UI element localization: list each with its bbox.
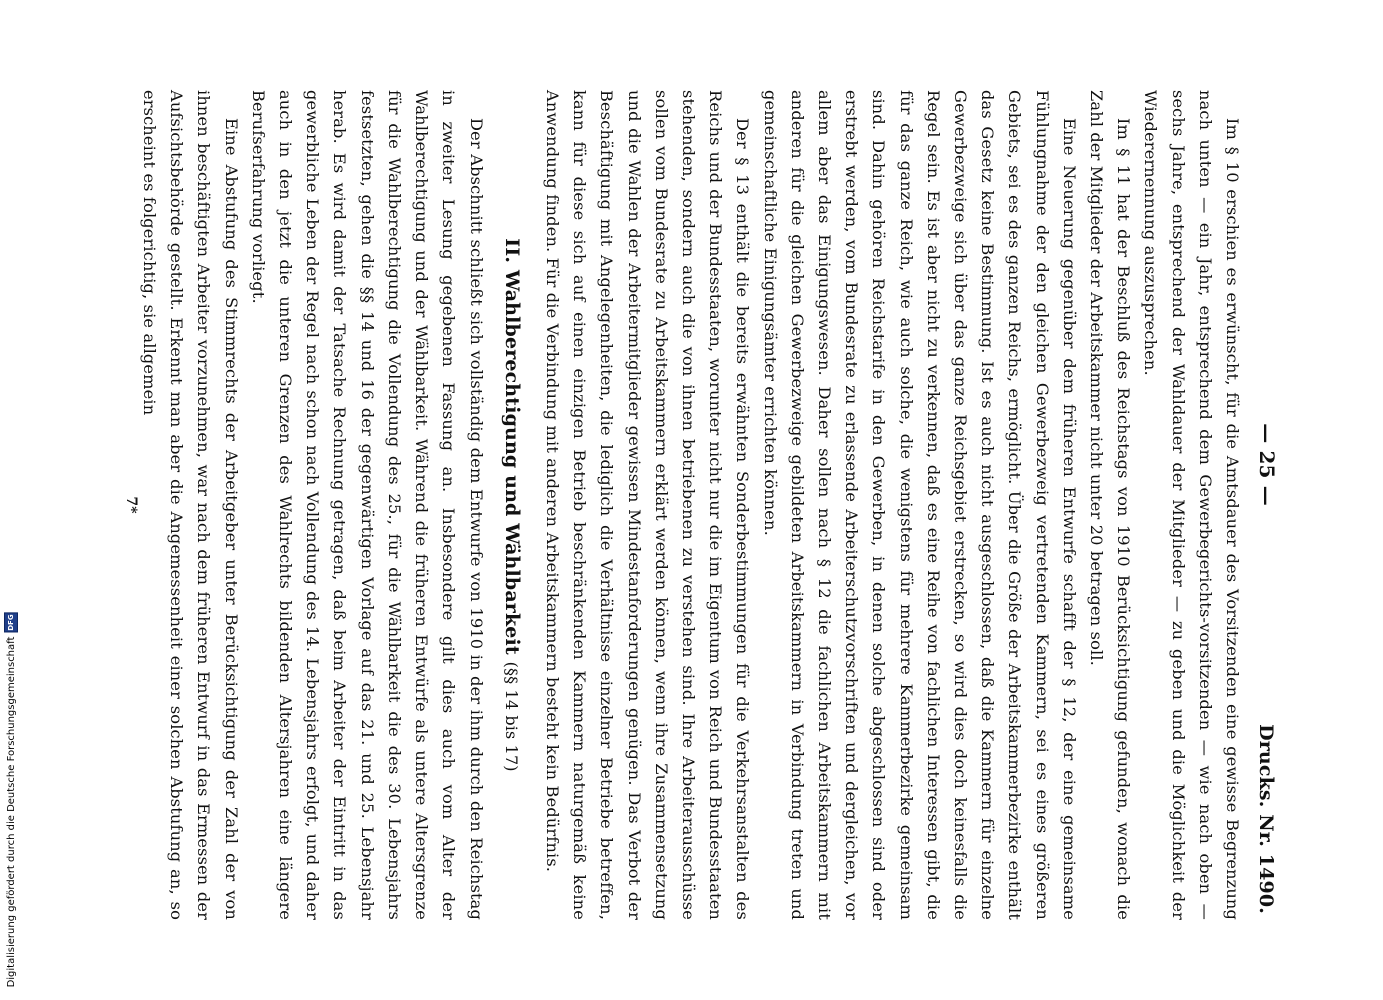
scanned-page	[122, 90, 1280, 920]
paragraph: Eine Abstufung des Stimmrechts der Arbeitgeber unter Berücksichtigung der Zahl der von ihnen beschäftigten Arbeiter vorzunehmen, war nach dem früheren Entwurf in das Ermessen der Aufsichtsbehörde gestellt. Erkennt man aber die Angemessenheit einer solchen Abstufung an, so erscheint es folgerichtig, sie allgemein	[140, 90, 241, 920]
paragraph: Der Abschnitt schließt sich vollständig dem Entwurfe von 1910 in der ihm durch den Reichstag in zweiter Lesung gegebenen Fassung an. Insbesondere gilt dies auch vom Alter der Wahlberechtigung und der Wählbarkeit. Während die früheren Entwürfe als untere Altersgrenze für die Wahlberechtigung die Vollendung des 25., für die Wählbarkeit die des 30. Lebensjahrs festsetzten, gehen die §§ 14 und 16 der gegenwärtigen Vorlage auf das 21. und 25. Lebensjahr herab. Es wird damit der Tatsache Rechnung getragen, daß beim Arbeiter der Eintritt in das gewerbliche Leben der Regel nach schon nach Vollendung des 14. Lebensjahrs erfolgt, und daher auch in den jetzt die unteren Grenzen des Wahlrechts bildenden Altersjahren eine längere Berufserfahrung vorliegt.	[248, 90, 486, 920]
scanned-page-area	[122, 90, 1280, 920]
section-reference: (§§ 14 bis 17)	[501, 661, 521, 772]
paragraph: Eine Neuerung gegenüber dem früheren Entwurfe schafft der § 12, der eine gemeinsame Fühlungnahme der den gleichen Gewerbezweig vertretenden Kammern, sei es eines größeren Gebiets, sei es des ganzen Reichs, ermöglicht. Über die Größe der Arbeitskammerbezirke enthält das Gesetz keine Bestimmung. Ist es auch nicht ausgeschlossen, daß die Kammern für einzelne Gewerbezweige sich über das ganze Reichsgebiet erstrecken, so wird dies doch keinesfalls die Regel sein. Es ist aber nicht zu verkennen, daß es eine Reihe von fachlichen Interessen gibt, die für das ganze Reich, wie auch solche, die wenigstens für mehrere Kammerbezirke gemeinsam sind. Dahin gehören Reichstarife in den Gewerben, in denen solche abgeschlossen sind oder erstrebt werden, vom Bundesrate zu erlassende Arbeiterschutzvorschriften und dergleichen, vor allem aber das Einigungswesen. Daher sollen nach § 12 die fachlichen Arbeitskammern mit anderen für die gleichen Gewerbezweige gebildeten Arbeitskammern in Verbindung treten und gemeinschaftliche Einigungsämter errichten können.	[760, 90, 1079, 920]
paragraph: Im § 10 erschien es erwünscht, für die Amtsdauer des Vorsitzenden eine gewisse Begrenzung nach unten — ein Jahr, entsprechend dem Gewerbegerichts-vorsitzenden — wie nach oben — sechs Jahre, entsprechend der Wahldauer der Mitglieder — zu geben und die Möglichkeit der Wiederernennung auszusprechen.	[1141, 90, 1242, 920]
print-number: Drucks. Nr. 1490.	[1255, 724, 1277, 914]
credit-line	[4, 613, 18, 988]
paragraph: Im § 11 hat der Beschluß des Reichstags von 1910 Berücksichtigung gefunden, wonach die Zahl der Mitglieder der Arbeitskammer nicht unter 20 betragen soll.	[1086, 90, 1134, 920]
section-title: II. Wahlberechtigung und Wählbarkeit	[500, 238, 523, 655]
credit-text: Digitalisierung gefördert durch die Deutsche Forschungsgemeinschaft	[5, 636, 17, 988]
dfg-logo: DFG	[4, 613, 18, 633]
paragraph: Der § 13 enthält die bereits erwähnten Sonderbestimmungen für die Verkehrsanstalten des Reichs und der Bundesstaaten, worunter nicht nur die im Eigentum von Reich und Bundesstaaten stehenden, sondern auch die von ihnen betriebenen zu verstehen sind. Ihre Arbeiterausschüsse sollen vom Bundesrate zu Arbeitskammern erklärt werden können, wenn ihre Zusammensetzung und die Wahlen der Arbeitermitglieder gewissen Mindestanforderungen genügen. Das Verbot der Beschäftigung mit Angelegenheiten, die lediglich die Verhältnisse einzelner Betriebe betreffen, kann für diese sich auf einen einzigen Betrieb beschränkenden Kammern naturgemäß keine Anwendung finden. Für die Verbindung mit anderen Arbeitskammern besteht kein Bedürfnis.	[542, 90, 753, 920]
page-header	[1246, 90, 1280, 920]
credit-strip	[0, 0, 22, 1000]
page-number: — 25 —	[1255, 423, 1279, 506]
section-heading	[498, 90, 525, 920]
signature-mark: 7*	[122, 496, 139, 514]
